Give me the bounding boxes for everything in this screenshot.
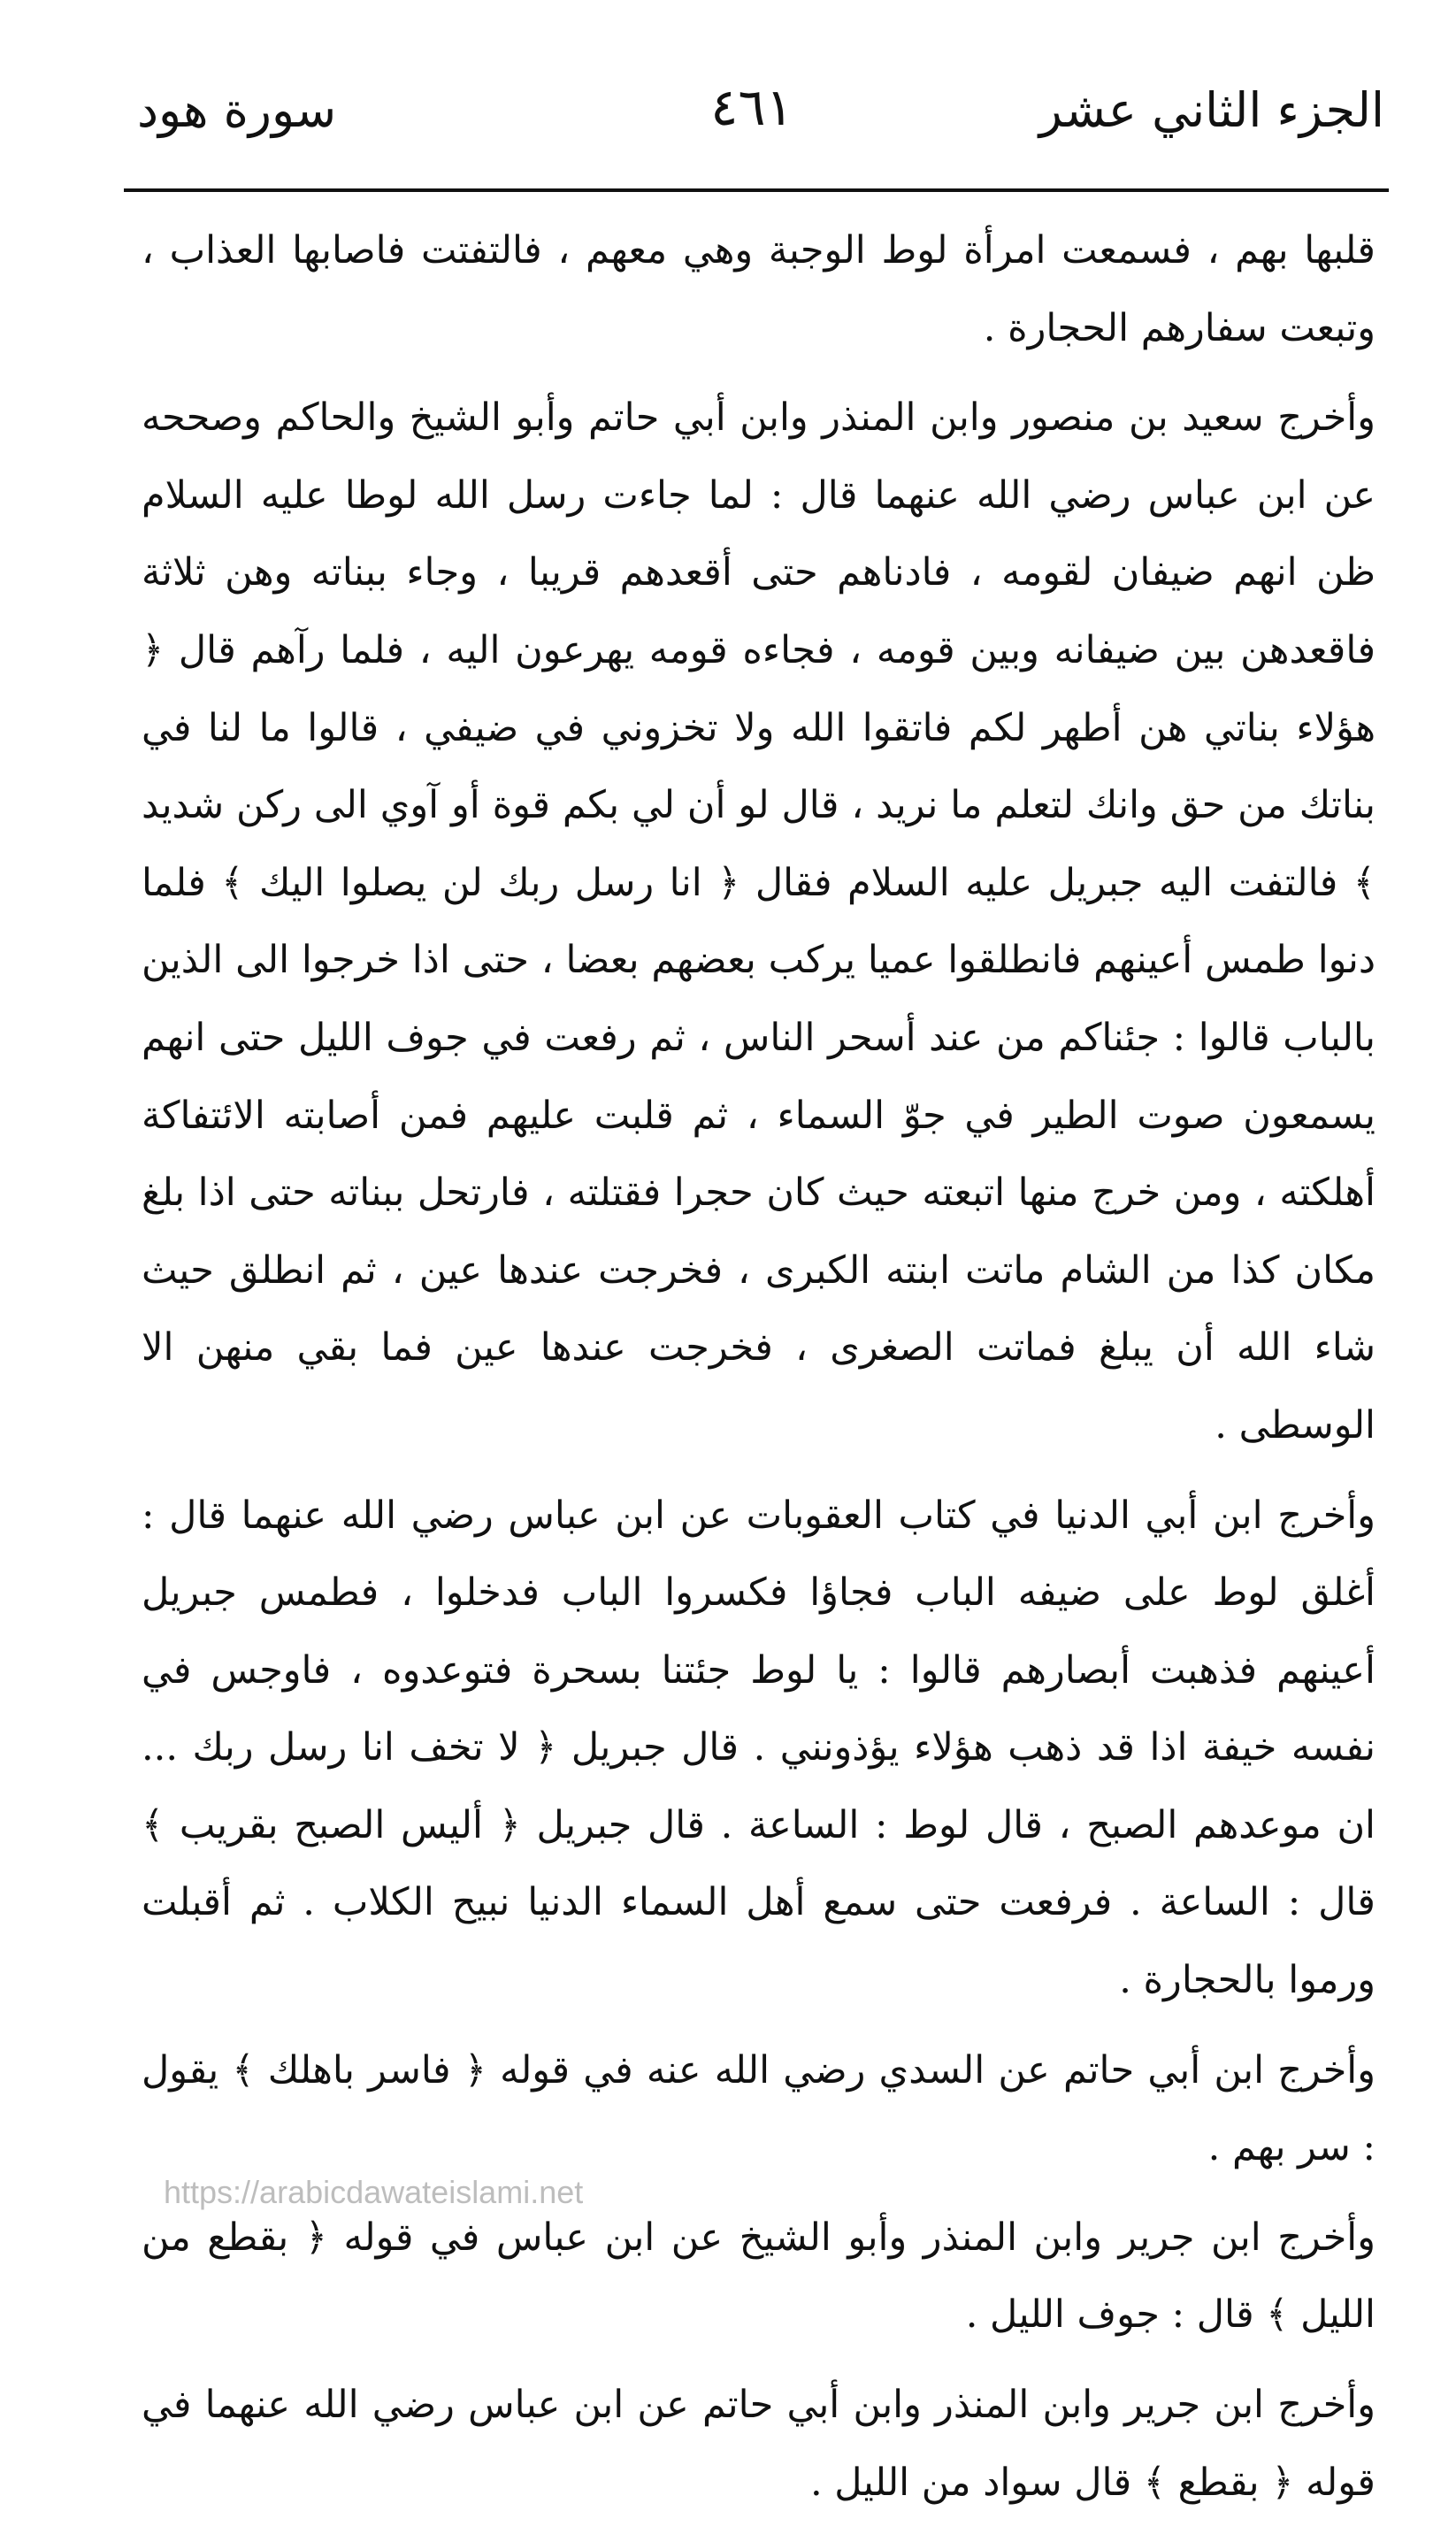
paragraph-6: وأخرج ابن جرير وابن المنذر وابن أبي حاتم عن ابن عباس رضي الله عنهما في قوله ﴿ بقطع ﴾ قال سواد من الليل . bbox=[142, 2383, 1376, 2505]
header-divider bbox=[124, 188, 1389, 192]
page-header bbox=[119, 64, 1384, 161]
surah-title: سورة هود bbox=[137, 82, 337, 138]
part-title: الجزء الثاني عشر bbox=[1038, 82, 1384, 138]
paragraph-5: وأخرج ابن جرير وابن المنذر وأبو الشيخ عن ابن عباس في قوله ﴿ بقطع من الليل ﴾ قال : جوف الليل . bbox=[142, 2215, 1376, 2338]
paragraph-4: وأخرج ابن أبي حاتم عن السدي رضي الله عنه في قوله ﴿ فاسر باهلك ﴾ يقول : سر بهم . bbox=[142, 2047, 1376, 2170]
watermark-url: https://arabicdawateislami.net bbox=[164, 2174, 584, 2210]
paragraph-3: وأخرج ابن أبي الدنيا في كتاب العقوبات عن ابن عباس رضي الله عنهما قال : أغلق لوط على ضيفه الباب فجاؤا فكسروا الباب فدخلوا ، فطمس جبريل أعينهم فذهبت أبصارهم قالوا : يا لوط جئتنا بسحرة فتوعدوه ، فاوجس في نفسه خيفة اذا قد ذهب هؤلاء يؤذونني . قال جبريل ﴿ لا تخف انا رسل ربك ... ان موعدهم الصبح ، قال لوط : الساعة . قال جبريل ﴿ أليس الصبح بقريب ﴾ قال : الساعة . فرفعت حتى سمع أهل السماء الدنيا نبيح الكلاب . ثم أقبلت ورموا بالحجارة . bbox=[142, 1493, 1376, 2003]
paragraph-1: قلبها بهم ، فسمعت امرأة لوط الوجبة وهي معهم ، فالتفتت فاصابها العذاب ، وتبعت سفارهم الحجارة . bbox=[142, 228, 1376, 350]
page-number: ٤٦١ bbox=[710, 77, 793, 137]
paragraph-2: وأخرج سعيد بن منصور وابن المنذر وابن أبي حاتم وأبو الشيخ والحاكم وصححه عن ابن عباس رضي الله عنهما قال : لما جاءت رسل الله لوطا عليه السلام ظن انهم ضيفان لقومه ، فادناهم حتى أقعدهم قريبا ، وجاء ببناته وهن ثلاثة فاقعدهن بين ضيفانه وبين قومه ، فجاءه قومه يهرعون اليه ، فلما رآهم قال ﴿ هؤلاء بناتي هن أطهر لكم فاتقوا الله ولا تخزوني في ضيفي ، قالوا ما لنا في بناتك من حق وانك لتعلم ما نريد ، قال لو أن لي بكم قوة أو آوي الى ركن شديد ﴾ فالتفت اليه جبريل عليه السلام فقال ﴿ انا رسل ربك لن يصلوا اليك ﴾ فلما دنوا طمس أعينهم فانطلقوا عميا يركب بعضهم بعضا ، حتى اذا خرجوا الى الذين بالباب قالوا : جئناكم من عند أسحر الناس ، ثم رفعت في جوف الليل حتى انهم يسمعون صوت الطير في جوّ السماء ، ثم قلبت عليهم فمن أصابته الائتفاكة أهلكته ، ومن خرج منها اتبعته حيث كان حجرا فقتلته ، فارتحل ببناته حتى اذا بلغ مكان كذا من الشام ماتت ابنته الكبرى ، فخرجت عندها عين ، ثم انطلق حيث شاء الله أن يبلغ فماتت الصغرى ، فخرجت عندها عين فما بقي منهن الا الوسطى . bbox=[142, 395, 1376, 1447]
